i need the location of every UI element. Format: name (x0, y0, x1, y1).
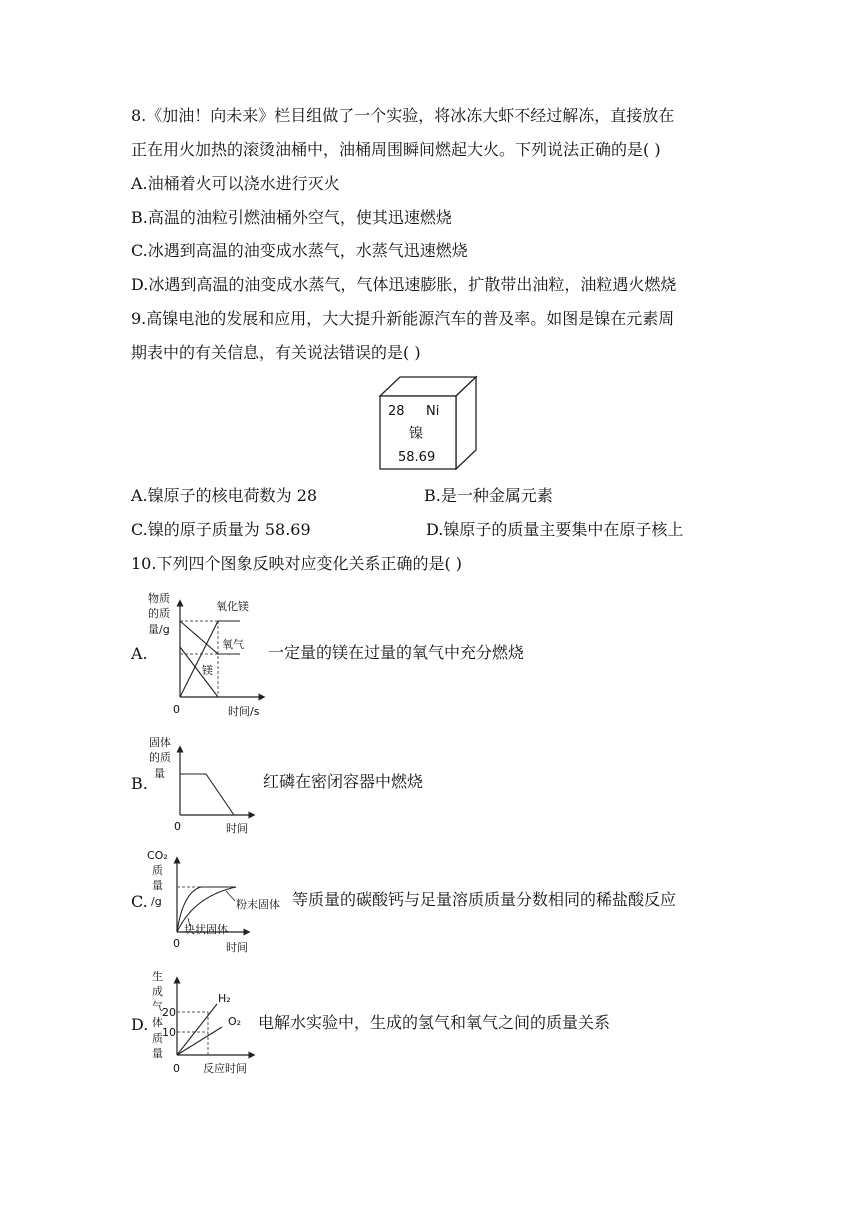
graph-a-curve-o2: 氧气 (222, 638, 244, 651)
graph-a-ylabel-2: 的质 (148, 607, 170, 620)
graph-d-ylabel-1: 生 (152, 970, 163, 983)
q9-option-c: C.镍的原子质量为 58.69 (131, 520, 311, 539)
q10-option-c-desc: 等质量的碳酸钙与足量溶质质量分数相同的稀盐酸反应 (292, 890, 677, 909)
graph-c-ylabel-1: CO₂ (147, 849, 168, 862)
q10-option-b-letter: B. (131, 774, 148, 793)
q10-option-a-desc: 一定量的镁在过量的氧气中充分燃烧 (268, 643, 525, 662)
element-number: 28 (388, 404, 405, 419)
graph-c (146, 848, 292, 956)
element-mass: 58.69 (398, 450, 436, 465)
graph-c-ylabel-2: 质 (152, 864, 163, 877)
graph-d-xlabel: 反应时间 (203, 1062, 247, 1075)
graph-c-xlabel: 时间 (226, 941, 248, 954)
graph-a (146, 591, 268, 719)
graph-d-tick-10: 10 (162, 1026, 176, 1039)
q9-option-d: D.镍原子的质量主要集中在原子核上 (426, 520, 684, 539)
graph-d-ylabel-2: 成 (152, 985, 163, 998)
q9-option-a: A.镍原子的核电荷数为 28 (131, 486, 318, 505)
element-symbol: Ni (426, 404, 440, 419)
graph-d-curve-h2: H₂ (218, 992, 231, 1005)
q8-stem-line2: 正在用火加热的滚烫油桶中，油桶周围瞬间燃起大火。下列说法正确的是( ) (131, 140, 661, 159)
graph-c-curve-powder: 粉末固体 (236, 898, 280, 911)
q8-option-b: B.高温的油粒引燃油桶外空气，使其迅速燃烧 (131, 208, 452, 227)
graph-c-curve-block: 块状固体 (184, 923, 228, 936)
graph-d-ylabel-3: 气 (152, 1000, 163, 1013)
q8-option-d: D.冰遇到高温的油变成水蒸气，气体迅速膨胀，扩散带出油粒，油粒遇火燃烧 (131, 275, 677, 294)
graph-d-ylabel-6: 量 (152, 1047, 163, 1060)
graph-b-xlabel: 时间 (226, 822, 248, 835)
graph-c-ylabel-4: /g (151, 895, 162, 908)
graph-d (146, 968, 258, 1078)
graph-a-xlabel: 时间/s (228, 705, 260, 718)
q9-stem-line2: 期表中的有关信息，有关说法错误的是( ) (131, 343, 421, 362)
q10-option-b-desc: 红磷在密闭容器中燃烧 (263, 772, 424, 791)
graph-c-origin: 0 (173, 937, 180, 950)
graph-a-ylabel-3: 量/g (148, 623, 170, 636)
graph-a-origin: 0 (173, 703, 180, 716)
graph-d-ylabel-5: 质 (152, 1032, 163, 1045)
graph-b-ylabel-2: 的质 (149, 751, 171, 764)
q9-stem-line1: 9.高镍电池的发展和应用，大大提升新能源汽车的普及率。如图是镍在元素周 (131, 309, 675, 328)
q10-stem: 10.下列四个图象反映对应变化关系正确的是( ) (131, 554, 463, 573)
graph-d-tick-20: 20 (162, 1006, 176, 1019)
q8-stem-line1: 8.《加油！向未来》栏目组做了一个实验，将冰冻大虾不经过解冻，直接放在 (131, 106, 675, 125)
q9-option-b: B.是一种金属元素 (424, 486, 553, 505)
graph-b (146, 735, 258, 837)
q10-option-d-letter: D. (131, 1015, 149, 1034)
graph-a-curve-mgo: 氧化镁 (216, 600, 249, 613)
element-name: 镍 (409, 426, 423, 442)
graph-d-curve-o2: O₂ (228, 1015, 242, 1028)
graph-b-ylabel-1: 固体 (149, 736, 171, 749)
graph-d-origin: 0 (173, 1062, 180, 1075)
graph-b-origin: 0 (174, 820, 181, 833)
q8-option-a: A.油桶着火可以浇水进行灭火 (131, 174, 340, 193)
graph-a-ylabel-1: 物质 (148, 592, 170, 605)
q8-option-c: C.冰遇到高温的油变成水蒸气，水蒸气迅速燃烧 (131, 241, 468, 260)
graph-d-ylabel-4: 体 (152, 1016, 163, 1029)
graph-a-curve-mg: 镁 (202, 664, 213, 677)
q10-option-a-letter: A. (131, 644, 148, 663)
graph-b-ylabel-3: 量 (154, 767, 165, 780)
q10-option-d-desc: 电解水实验中，生成的氢气和氧气之间的质量关系 (258, 1013, 611, 1032)
nickel-element-cell (378, 374, 480, 472)
q10-option-c-letter: C. (131, 892, 148, 911)
graph-c-ylabel-3: 量 (152, 879, 163, 892)
